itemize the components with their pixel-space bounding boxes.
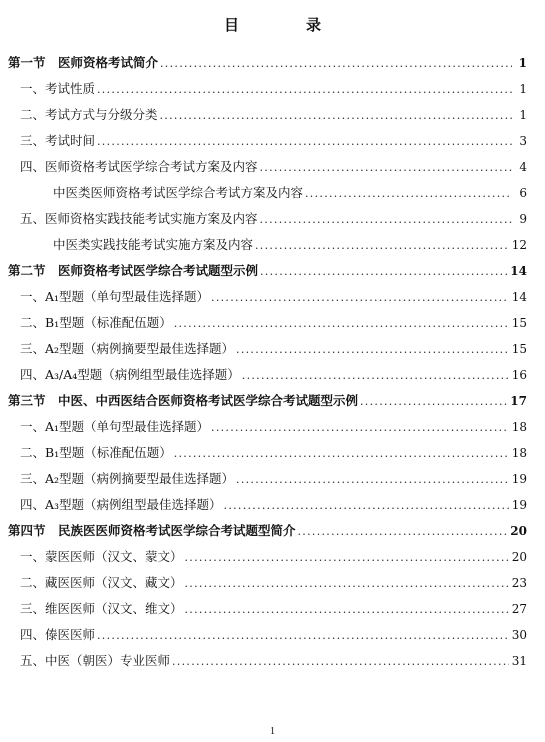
dot-leader	[97, 134, 512, 150]
dot-leader	[298, 524, 508, 540]
toc-entry[interactable]	[20, 286, 527, 306]
toc-entry[interactable]	[20, 624, 527, 644]
toc-page-number: 4	[519, 160, 527, 174]
toc-entry-label: 二、藏医医师（汉文、藏文）	[20, 575, 183, 590]
toc-page-number: 14	[511, 290, 527, 304]
toc-entry-label: 第三节 中医、中西医结合医师资格考试医学综合考试题型示例	[8, 393, 359, 408]
toc-entry[interactable]	[20, 416, 527, 436]
toc-entry-label: 中医类医师资格考试医学综合考试方案及内容	[53, 185, 304, 200]
toc-entry[interactable]	[20, 208, 527, 228]
dot-leader	[224, 498, 509, 514]
toc-page-number: 6	[519, 186, 527, 200]
dot-leader	[97, 82, 512, 98]
toc-page-number: 23	[511, 576, 527, 590]
toc-entry-label: 三、维医医师（汉文、维文）	[20, 601, 183, 616]
toc-page-number: 20	[511, 550, 527, 564]
dot-leader	[185, 550, 509, 566]
toc-page-number: 31	[511, 654, 527, 668]
toc-entry-label: 二、考试方式与分级分类	[20, 107, 158, 122]
toc-entry[interactable]	[53, 234, 527, 254]
toc-entry-label: 五、中医（朝医）专业医师	[20, 653, 171, 668]
toc-entry[interactable]	[20, 364, 527, 384]
toc-entry[interactable]	[53, 182, 527, 202]
toc-entry-label: 中医类实践技能考试实施方案及内容	[53, 237, 254, 252]
toc-page-number: 1	[519, 82, 527, 96]
toc-page-number: 18	[511, 446, 527, 460]
toc-entry-label: 二、B₁型题（标准配伍题）	[20, 445, 172, 460]
toc-page-number: 18	[511, 420, 527, 434]
toc-page-number: 12	[511, 238, 527, 252]
toc-entry-label: 一、蒙医医师（汉文、蒙文）	[20, 549, 183, 564]
toc-page-number: 15	[511, 316, 527, 330]
dot-leader	[242, 368, 509, 384]
toc-page-number: 14	[510, 264, 527, 278]
toc-entry[interactable]	[20, 104, 527, 124]
dot-leader	[260, 212, 512, 228]
toc-section-entry[interactable]	[8, 390, 527, 410]
toc-entry-label: 三、考试时间	[20, 133, 96, 148]
toc-entry-label: 五、医师资格实践技能考试实施方案及内容	[20, 211, 258, 226]
dot-leader	[236, 472, 509, 488]
dot-leader	[305, 186, 512, 202]
toc-entry-label: 三、A₂型题（病例摘要型最佳选择题）	[20, 471, 235, 486]
toc-page-number: 19	[511, 472, 527, 486]
toc-entry-label: 四、A₃型题（病例组型最佳选择题）	[20, 497, 222, 512]
toc-page-number: 9	[519, 212, 527, 226]
toc-entry-label: 二、B₁型题（标准配伍题）	[20, 315, 172, 330]
toc-entry[interactable]	[20, 312, 527, 332]
toc-entry[interactable]	[20, 598, 527, 618]
page-footer-number: 1	[270, 726, 275, 737]
toc-page-number: 19	[511, 498, 527, 512]
toc-entry-label: 四、傣医医师	[20, 627, 96, 642]
toc-entry[interactable]	[20, 572, 527, 592]
toc-page-number: 27	[511, 602, 527, 616]
toc-entry-label: 第二节 医师资格考试医学综合考试题型示例	[8, 263, 259, 278]
dot-leader	[97, 628, 509, 644]
toc-entry-label: 第四节 民族医医师资格考试医学综合考试题型简介	[8, 523, 296, 538]
toc-entry[interactable]	[20, 338, 527, 358]
dot-leader	[185, 602, 509, 618]
dot-leader	[174, 316, 509, 332]
toc-entry-label: 一、A₁型题（单句型最佳选择题）	[20, 419, 210, 434]
toc-section-entry[interactable]	[8, 260, 527, 280]
dot-leader	[260, 264, 507, 280]
toc-entry-label: 第一节 医师资格考试简介	[8, 55, 159, 70]
toc-page-number: 3	[519, 134, 527, 148]
dot-leader	[360, 394, 507, 410]
toc-page-number: 16	[511, 368, 527, 382]
toc-page-number: 15	[511, 342, 527, 356]
dot-leader	[185, 576, 509, 592]
page-title: 目 录	[223, 16, 347, 34]
toc-section-entry[interactable]	[8, 52, 527, 72]
toc-entry[interactable]	[20, 156, 527, 176]
toc-page-number: 30	[511, 628, 527, 642]
toc-page-number: 1	[519, 108, 527, 122]
dot-leader	[172, 654, 509, 670]
toc-entry[interactable]	[20, 494, 527, 514]
toc-entry-label: 四、医师资格考试医学综合考试方案及内容	[20, 159, 258, 174]
toc-entry-label: 一、考试性质	[20, 81, 96, 96]
dot-leader	[174, 446, 509, 462]
dot-leader	[211, 290, 509, 306]
toc-entry[interactable]	[20, 650, 527, 670]
toc-entry-label: 三、A₂型题（病例摘要型最佳选择题）	[20, 341, 235, 356]
dot-leader	[236, 342, 509, 358]
toc-page-number: 20	[510, 524, 527, 538]
dot-leader	[255, 238, 509, 254]
toc-entry[interactable]	[20, 442, 527, 462]
toc-entry-label: 一、A₁型题（单句型最佳选择题）	[20, 289, 210, 304]
toc-page-number: 17	[510, 394, 527, 408]
toc-entry[interactable]	[20, 468, 527, 488]
toc-entry-label: 四、A₃/A₄型题（病例组型最佳选择题）	[20, 367, 240, 382]
dot-leader	[160, 108, 512, 124]
dot-leader	[211, 420, 509, 436]
toc-entry[interactable]	[20, 130, 527, 150]
toc-page-number: 1	[518, 56, 527, 70]
toc-section-entry[interactable]	[8, 520, 527, 540]
dot-leader	[260, 160, 512, 176]
toc-entry[interactable]	[20, 546, 527, 566]
toc-entry[interactable]	[20, 78, 527, 98]
dot-leader	[160, 56, 512, 72]
